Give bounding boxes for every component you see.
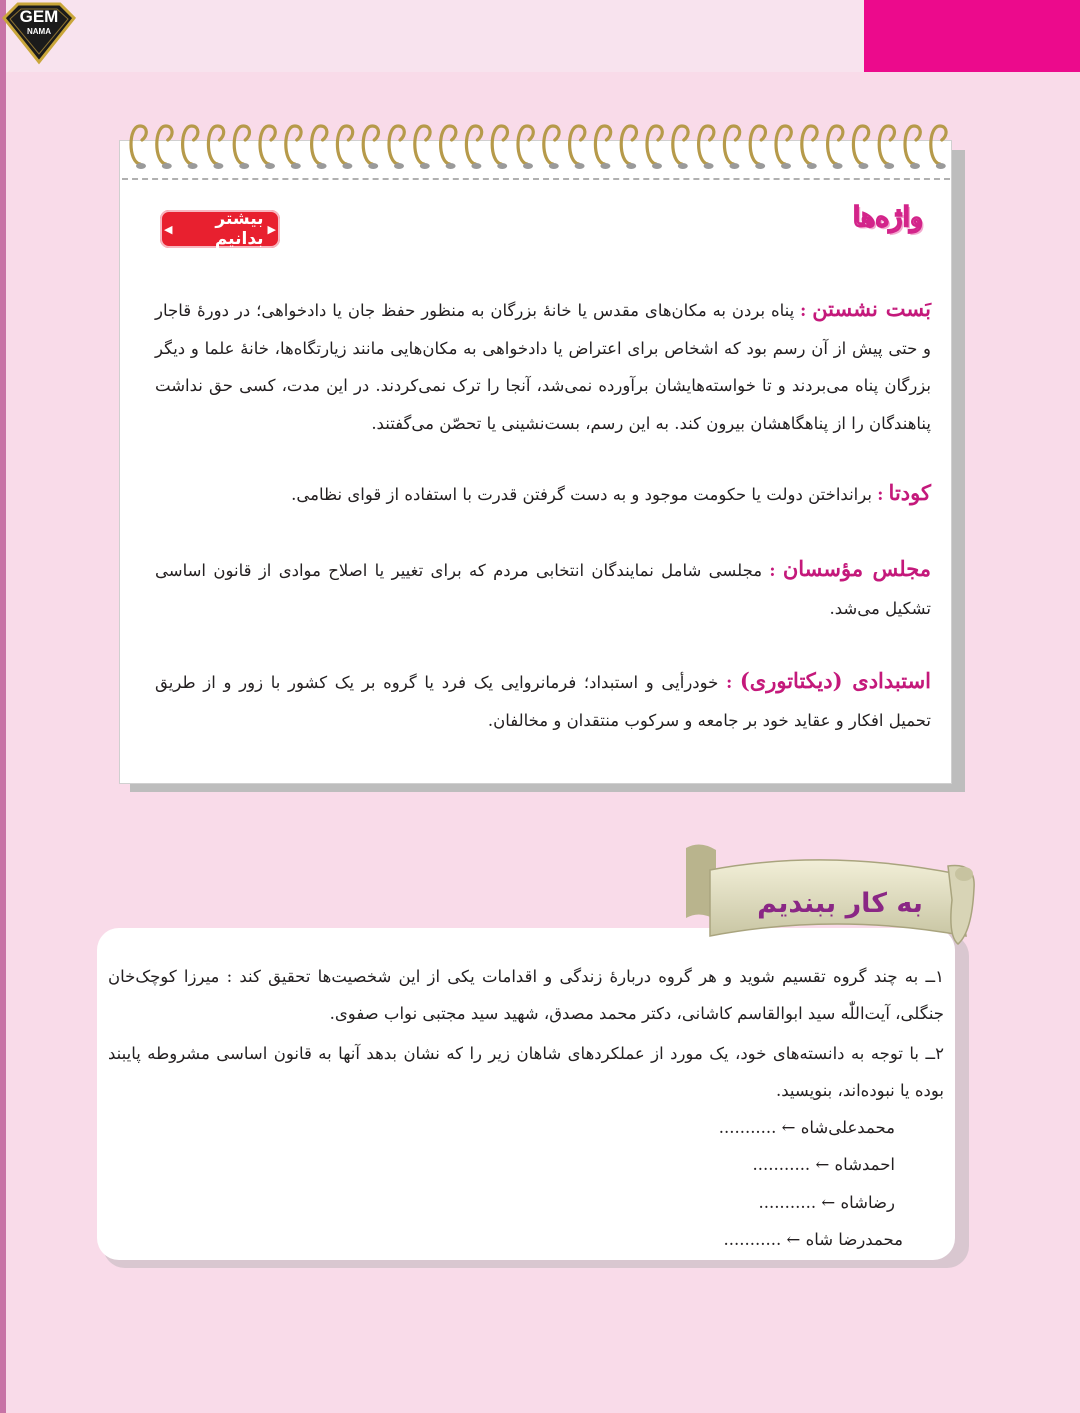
corner-tab xyxy=(864,0,1080,72)
spiral-hole-icon xyxy=(291,163,301,169)
arrow-left-icon: ← xyxy=(786,1230,801,1249)
logo-subtext: NAMA xyxy=(27,27,51,36)
spiral-ring-icon xyxy=(131,126,146,164)
spiral-binding xyxy=(120,118,952,178)
spiral-hole-icon xyxy=(833,163,843,169)
spiral-ring-icon xyxy=(337,126,352,164)
spiral-ring-icon xyxy=(570,126,585,164)
king-name: محمدعلی‌شاه xyxy=(800,1118,895,1137)
king-name: احمدشاه xyxy=(834,1155,895,1174)
answer-blank[interactable]: ........... xyxy=(752,1155,811,1174)
spiral-hole-icon xyxy=(446,163,456,169)
king-name: رضاشاه xyxy=(840,1193,895,1212)
answer-blank[interactable]: ........... xyxy=(758,1193,817,1212)
entry-separator: : xyxy=(769,561,776,580)
spiral-ring-icon xyxy=(208,126,223,164)
spiral-hole-icon xyxy=(807,163,817,169)
spiral-hole-icon xyxy=(523,163,533,169)
spiral-hole-icon xyxy=(239,163,249,169)
logo-text: GEM xyxy=(19,7,59,26)
spiral-hole-icon xyxy=(497,163,507,169)
spiral-hole-icon xyxy=(317,163,327,169)
king-answer-row xyxy=(719,1113,895,1143)
spiral-ring-icon xyxy=(879,126,894,164)
spiral-hole-icon xyxy=(910,163,920,169)
spiral-hole-icon xyxy=(471,163,481,169)
spiral-ring-icon xyxy=(853,126,868,164)
spiral-ring-icon xyxy=(363,126,378,164)
answer-blank[interactable]: ........... xyxy=(723,1230,782,1249)
spiral-ring-icon xyxy=(776,126,791,164)
spiral-ring-icon xyxy=(389,126,404,164)
spiral-ring-icon xyxy=(157,126,172,164)
spiral-ring-icon xyxy=(621,126,636,164)
entry-definition: خودرأیی و استبداد؛ فرمانروایی یک فرد یا گروه بر یک کشور با زور و از طریق تحمیل افکار و عقاید خود بر جامعه و سرکوب منتقدان و مخالفان. xyxy=(155,673,931,730)
spiral-hole-icon xyxy=(600,163,610,169)
spiral-ring-icon xyxy=(234,126,249,164)
notebook-dashed-line xyxy=(122,178,950,180)
spiral-ring-icon xyxy=(699,126,714,164)
entry-term: مجلس مؤسسان xyxy=(782,556,931,581)
spiral-rings-icon xyxy=(120,118,952,178)
spiral-hole-icon xyxy=(342,163,352,169)
spiral-ring-icon xyxy=(492,126,507,164)
entry-term: استبدادی (دیکتاتوری) xyxy=(739,668,932,693)
activity-item-1: ۱ــ به چند گروه تقسیم شوید و هر گروه دربارهٔ زندگی و اقدامات یکی از این شخصیت‌ها تحقیق کند : میرزا کوچک‌خان جنگلی، آیت‌اللّٰه سید ابوالقاسم کاشانی، دکتر محمد مصدق، شهید سید مجتبی نواب صفوی. xyxy=(108,967,944,1023)
king-answer-row xyxy=(758,1188,895,1218)
spiral-ring-icon xyxy=(750,126,765,164)
spiral-ring-icon xyxy=(802,126,817,164)
arrow-left-icon: ← xyxy=(815,1155,830,1174)
spiral-ring-icon xyxy=(828,126,843,164)
king-answer-row xyxy=(724,1225,903,1255)
spiral-ring-icon xyxy=(183,126,198,164)
spiral-ring-icon xyxy=(647,126,662,164)
spiral-ring-icon xyxy=(905,126,920,164)
vocabulary-title: واژه‌ها xyxy=(852,202,923,233)
answer-blank[interactable]: ........... xyxy=(718,1118,777,1137)
spiral-hole-icon xyxy=(858,163,868,169)
spiral-ring-icon xyxy=(466,126,481,164)
spiral-hole-icon xyxy=(652,163,662,169)
gemnama-logo xyxy=(0,0,78,66)
spiral-hole-icon xyxy=(678,163,688,169)
spiral-hole-icon xyxy=(936,163,946,169)
spiral-ring-icon xyxy=(724,126,739,164)
entry-separator: : xyxy=(726,673,733,692)
badge-left-arrow-icon: ◀ xyxy=(164,222,173,236)
entry-constituent-assembly xyxy=(155,550,931,627)
entry-separator: : xyxy=(877,485,884,504)
spiral-hole-icon xyxy=(420,163,430,169)
spiral-ring-icon xyxy=(441,126,456,164)
entry-bast-neshastan xyxy=(155,290,931,442)
entry-separator: : xyxy=(800,301,807,320)
spiral-ring-icon xyxy=(312,126,327,164)
spiral-hole-icon xyxy=(368,163,378,169)
spiral-hole-icon xyxy=(394,163,404,169)
king-name: محمدرضا شاه xyxy=(805,1230,903,1249)
entry-term: کودتا xyxy=(888,480,931,505)
spiral-ring-icon xyxy=(415,126,430,164)
entry-definition: پناه بردن به مکان‌های مقدس یا خانهٔ بزرگان به منظور حفظ جان یا دادخواهی؛ در دورهٔ قاجار و حتی پیش از آن رسم بود که اشخاص برای اعتراض یا دادخواهی به مکان‌هایی مانند زیارتگاه‌ها، خانهٔ علما و دیگر بزرگان پناه می‌بردند و تا خواسته‌هایشان برآورده نمی‌شد، آنجا را ترک نمی‌کردند. در این مدت، کسی حق نداشت پناهندگان را از پناهگاهشان بیرون کند. به این رسم، بست‌نشینی یا تحصّن می‌گفتند. xyxy=(155,301,931,433)
spiral-ring-icon xyxy=(260,126,275,164)
spiral-hole-icon xyxy=(704,163,714,169)
activity-title: به کار ببندیم xyxy=(757,888,923,919)
spiral-hole-icon xyxy=(136,163,146,169)
spiral-hole-icon xyxy=(781,163,791,169)
spiral-hole-icon xyxy=(549,163,559,169)
spiral-ring-icon xyxy=(595,126,610,164)
learn-more-badge xyxy=(160,210,280,248)
spiral-ring-icon xyxy=(673,126,688,164)
spiral-hole-icon xyxy=(755,163,765,169)
entry-definition: برانداختن دولت یا حکومت موجود و به دست گرفتن قدرت با استفاده از قوای نظامی. xyxy=(291,485,872,504)
badge-label: بیشتر بدانیم xyxy=(214,209,264,249)
spiral-ring-icon xyxy=(286,126,301,164)
entry-definition: مجلسی شامل نمایندگان انتخابی مردم که برای تغییر یا اصلاح موادی از قانون اساسی تشکیل می‌شد. xyxy=(155,561,931,618)
arrow-left-icon: ← xyxy=(781,1118,796,1137)
entry-term: بَست نشستن xyxy=(812,296,932,321)
spiral-hole-icon xyxy=(188,163,198,169)
spiral-hole-icon xyxy=(729,163,739,169)
spiral-hole-icon xyxy=(213,163,223,169)
spiral-hole-icon xyxy=(626,163,636,169)
left-edge-stripe xyxy=(0,0,6,1413)
spiral-hole-icon xyxy=(162,163,172,169)
spiral-ring-icon xyxy=(931,126,946,164)
entry-coup xyxy=(155,474,931,514)
spiral-ring-icon xyxy=(544,126,559,164)
arrow-left-icon: ← xyxy=(821,1193,836,1212)
spiral-hole-icon xyxy=(884,163,894,169)
activity-item-2: ۲ــ با توجه به دانسته‌های خود، یک مورد از عملکردهای شاهان زیر را که نشان بدهد آنها به قانون اساسی مشروطه پایبند بوده یا نبوده‌اند، بنویسید. xyxy=(108,1044,944,1100)
king-answer-row xyxy=(752,1150,895,1180)
badge-right-arrow-icon: ▶ xyxy=(267,222,276,236)
spiral-hole-icon xyxy=(575,163,585,169)
spiral-ring-icon xyxy=(518,126,533,164)
spiral-hole-icon xyxy=(265,163,275,169)
entry-dictatorship xyxy=(155,662,931,739)
